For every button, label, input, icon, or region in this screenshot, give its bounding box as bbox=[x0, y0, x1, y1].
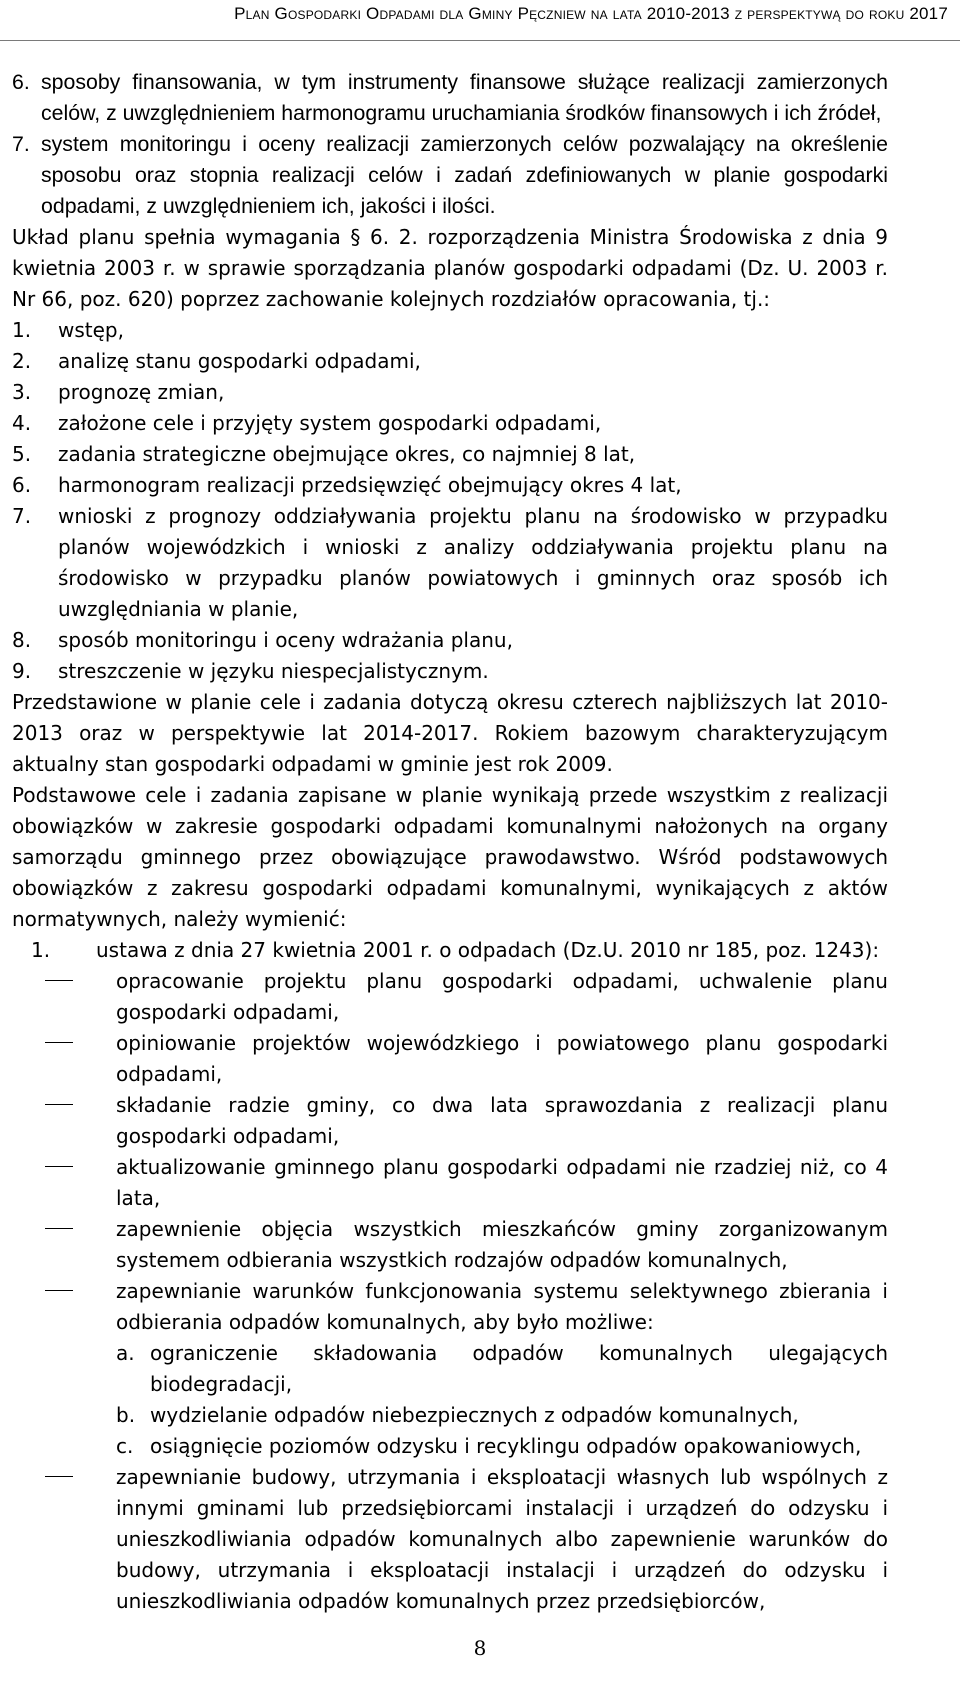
list-item bbox=[12, 408, 888, 439]
list-item bbox=[12, 129, 888, 222]
dash-list-item bbox=[12, 1462, 888, 1617]
list-item-text: prognozę zmian, bbox=[58, 380, 225, 404]
list-item-number: 9. bbox=[12, 659, 32, 683]
list-item-text: zadania strategiczne obejmujące okres, co najmniej 8 lat, bbox=[58, 442, 636, 466]
list-item-text: wstęp, bbox=[58, 318, 124, 342]
dash-marker bbox=[12, 1462, 116, 1493]
list-item-text: system monitoringu i oceny realizacji zamierzonych celów pozwalający na określenie sposobu oraz stopnia realizacji celów i zadań zdefiniowanych w planie gospodarki odpadami, z uwzględnieniem ich, jakości i ilości. bbox=[41, 132, 888, 218]
list-item-number: 7. bbox=[12, 132, 30, 156]
list-item bbox=[12, 656, 888, 687]
list-item bbox=[12, 625, 888, 656]
page-content bbox=[12, 67, 888, 1617]
sub-item-text: wydzielanie odpadów niebezpiecznych z odpadów komunalnych, bbox=[150, 1403, 799, 1427]
list-item-number: 6. bbox=[12, 70, 30, 94]
dash-item-text: składanie radzie gminy, co dwa lata sprawozdania z realizacji planu gospodarki odpadami, bbox=[116, 1093, 888, 1148]
paragraph-uklad: Układ planu spełnia wymagania § 6. 2. rozporządzenia Ministra Środowiska z dnia 9 kwietnia 2003 r. w sprawie sporządzania planów gospodarki odpadami (Dz. U. 2003 r. Nr 66, poz. 620) poprzez zachowanie kolejnych rozdziałów opracowania, tj.: bbox=[12, 225, 888, 311]
list-item-number: 5. bbox=[12, 442, 32, 466]
dash-marker bbox=[12, 1214, 116, 1245]
list-item bbox=[12, 346, 888, 377]
list-item-number: 6. bbox=[12, 473, 32, 497]
dash-marker bbox=[12, 966, 116, 997]
list-item-number: 7. bbox=[12, 504, 32, 528]
sub-list-item bbox=[12, 1400, 888, 1431]
list-item-number: 1. bbox=[31, 938, 51, 962]
list-item-text: ustawa z dnia 27 kwietnia 2001 r. o odpadach (Dz.U. 2010 nr 185, poz. 1243): bbox=[96, 938, 880, 962]
list-item bbox=[12, 377, 888, 408]
sub-list-item bbox=[12, 1338, 888, 1400]
dash-item-text: zapewnienie objęcia wszystkich mieszkańców gminy zorganizowanym systemem odbierania wszystkich rodzajów odpadów komunalnych, bbox=[116, 1217, 888, 1272]
dash-item-text: aktualizowanie gminnego planu gospodarki odpadami nie rzadziej niż, co 4 lata, bbox=[116, 1155, 888, 1210]
dash-item-text: zapewnianie budowy, utrzymania i eksploatacji własnych lub wspólnych z innymi gminami lub przedsiębiorcami instalacji i urządzeń do odzysku i unieszkodliwiania odpadów komunalnych albo zapewnienie warunków do budowy, utrzymania i eksploatacji instalacji i urządzeń do odzysku i unieszkodliwiania odpadów komunalnych przez przedsiębiorców, bbox=[116, 1465, 888, 1613]
dash-marker bbox=[12, 1028, 116, 1059]
page-number: 8 bbox=[473, 1636, 487, 1660]
page-header bbox=[0, 0, 960, 41]
list-chapters bbox=[12, 315, 888, 687]
sub-item-text: osiągnięcie poziomów odzysku i recyklingu odpadów opakowaniowych, bbox=[150, 1434, 862, 1458]
paragraph-podstawowe: Podstawowe cele i zadania zapisane w planie wynikają przede wszystkim z realizacji obowiązków w zakresie gospodarki odpadami komunalnymi nałożonych na organy samorządu gminnego przez obowiązujące prawodawstwo. Wśród podstawowych obowiązków z zakresu gospodarki odpadami komunalnymi, wynikających z aktów normatywnych, należy wymienić: bbox=[12, 783, 888, 931]
list-item bbox=[12, 315, 888, 346]
dash-list-item bbox=[12, 1090, 888, 1152]
sub-list-item bbox=[12, 1431, 888, 1462]
list-item-text: harmonogram realizacji przedsięwzięć obejmujący okres 4 lat, bbox=[58, 473, 682, 497]
list-item bbox=[12, 67, 888, 129]
sub-item-text: ograniczenie składowania odpadów komunalnych ulegających biodegradacji, bbox=[150, 1341, 888, 1396]
dash-item-text: opiniowanie projektów wojewódzkiego i powiatowego planu gospodarki odpadami, bbox=[116, 1031, 888, 1086]
list-item bbox=[12, 501, 888, 625]
list-item-number: 3. bbox=[12, 380, 32, 404]
list-goals bbox=[12, 67, 888, 222]
dash-marker bbox=[12, 1152, 116, 1183]
dash-list-item bbox=[12, 1152, 888, 1214]
dash-marker bbox=[12, 1090, 116, 1121]
list-item bbox=[12, 935, 888, 966]
list-acts bbox=[12, 935, 888, 966]
dash-marker bbox=[12, 1276, 116, 1307]
dash-list-item bbox=[12, 966, 888, 1028]
dash-item-text: opracowanie projektu planu gospodarki odpadami, uchwalenie planu gospodarki odpadami, bbox=[116, 969, 888, 1024]
list-item-text: założone cele i przyjęty system gospodarki odpadami, bbox=[58, 411, 602, 435]
list-item-number: 1. bbox=[12, 318, 32, 342]
list-item-text: sposób monitoringu i oceny wdrażania planu, bbox=[58, 628, 513, 652]
list-item-text: wnioski z prognozy oddziaływania projektu planu na środowisko w przypadku planów wojewódzkich i wnioski z analizy oddziaływania projektu planu na środowisko w przypadku planów powiatowych i gminnych oraz sposób ich uwzględniania w planie, bbox=[58, 504, 888, 621]
dash-list bbox=[12, 966, 888, 1617]
list-item-number: 8. bbox=[12, 628, 32, 652]
list-item-text: analizę stanu gospodarki odpadami, bbox=[58, 349, 421, 373]
sub-item-letter: b. bbox=[116, 1403, 136, 1427]
sub-item-letter: c. bbox=[116, 1434, 134, 1458]
dash-list-item bbox=[12, 1028, 888, 1090]
paragraph-przedstawione: Przedstawione w planie cele i zadania dotyczą okresu czterech najbliższych lat 2010-2013 oraz w perspektywie lat 2014-2017. Rokiem bazowym charakteryzującym aktualny stan gospodarki odpadami w gminie jest rok 2009. bbox=[12, 690, 888, 776]
dash-item-text: zapewnianie warunków funkcjonowania systemu selektywnego zbierania i odbierania odpadów komunalnych, aby było możliwe: bbox=[116, 1279, 888, 1334]
sub-list bbox=[12, 1338, 888, 1462]
list-item bbox=[12, 439, 888, 470]
dash-list-item bbox=[12, 1276, 888, 1338]
list-item-text: streszczenie w języku niespecjalistycznym. bbox=[58, 659, 489, 683]
sub-item-letter: a. bbox=[116, 1341, 135, 1365]
list-item-text: sposoby finansowania, w tym instrumenty finansowe służące realizacji zamierzonych celów, z uwzględnieniem harmonogramu uruchamiania środków finansowych i ich źródeł, bbox=[41, 70, 888, 125]
list-item-number: 4. bbox=[12, 411, 32, 435]
header-title: Plan Gospodarki Odpadami dla Gminy Pęczniew na lata 2010-2013 z perspektywą do roku 2017 bbox=[234, 4, 948, 23]
list-item bbox=[12, 470, 888, 501]
list-item-number: 2. bbox=[12, 349, 32, 373]
dash-list-item bbox=[12, 1214, 888, 1276]
